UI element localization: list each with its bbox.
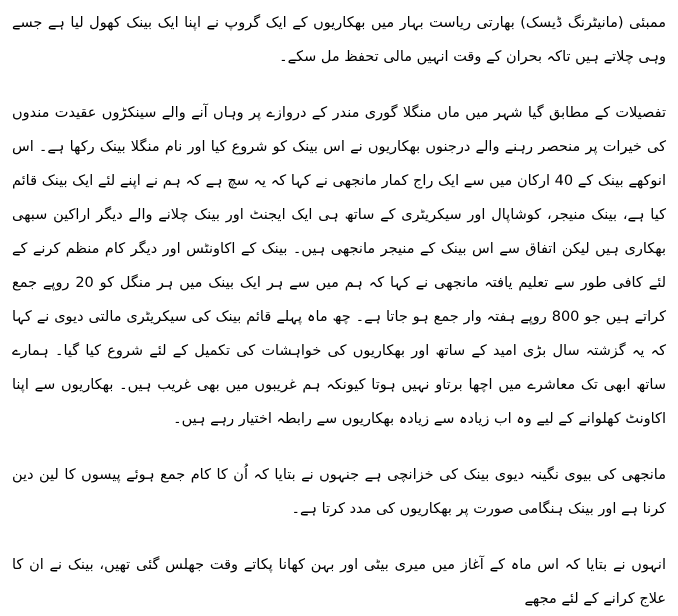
article-paragraph-treasurer: مانجھی کی بیوی نگینہ دیوی بینک کی خزانچی ہے جنہوں نے بتایا کہ اُن کا کام جمع ہوئے پیسوں کا لین دین کرنا ہے اور بینک ہنگامی صورت پر بھکاریوں کی مدد کرتا ہے۔ bbox=[12, 467, 666, 517]
article-paragraph-treatment: انہوں نے بتایا کہ اس ماہ کے آغاز میں میری بیٹی اور بہن کھانا پکاتے وقت جھلس گئی تھیں، بینک نے ان کا علاج کرانے کے لئے مجھے bbox=[12, 557, 666, 607]
article-paragraph-details: تفصیلات کے مطابق گیا شہر میں ماں منگلا گوری مندر کے دروازے پر وہاں آنے والے سینکڑوں عقیدت مندوں کی خیرات پر منحصر رہنے والے درجنوں بھکاریوں نے اس بینک کو شروع کیا اور نام منگلا بینک رکھا ہے۔ اس انوکھے بینک کے 40 ارکان میں سے ایک راج کمار مانجھی نے کہا کہ یہ سچ ہے کہ ہم نے اپنے لئے ایک بینک قائم کیا ہے، بینک منیجر، کوشاپال اور سیکریٹری کے ساتھ ہی ایک ایجنٹ اور بینک چلانے والے دیگر اراکین سبھی بھکاری ہیں لیکن اتفاق سے اس بینک کے منیجر مانجھی ہیں۔ بینک کے اکاونٹس اور دیگر کام منظم کرنے کے لئے کافی طور سے تعلیم یافتہ مانجھی نے کہا کہ ہم میں سے ہر ایک بینک میں ہر منگل کو 20 روپے جمع کراتے ہیں جو 800 روپے ہفتہ وار جمع ہو جاتا ہے۔ چھ ماہ پہلے قائم بینک کی سیکریٹری مالتی دیوی نے کہا کہ یہ گزشتہ سال بڑی امید کے ساتھ اور بھکاریوں کی خواہشات کی تکمیل کے لئے شروع کیا گیا۔ ہمارے ساتھ ابھی تک معاشرے میں اچھا برتاو نہیں ہوتا کیونکہ ہم غریبوں میں بھی غریب ہیں۔ بھکاریوں سے اپنا اکاونٹ کھلوانے کے لیے وہ اب زیادہ سے زیادہ بھکاریوں سے رابطہ اختیار رہے ہیں۔ bbox=[12, 105, 667, 427]
article-paragraph-intro: ممبئی (مانیٹرنگ ڈیسک) بھارتی ریاست بہار میں بھکاریوں کے ایک گروپ نے اپنا ایک بینک کھول لیا ہے جسے وہی چلاتے ہیں تاکہ بحران کے وقت انہیں مالی تحفظ مل سکے۔ bbox=[12, 15, 666, 65]
